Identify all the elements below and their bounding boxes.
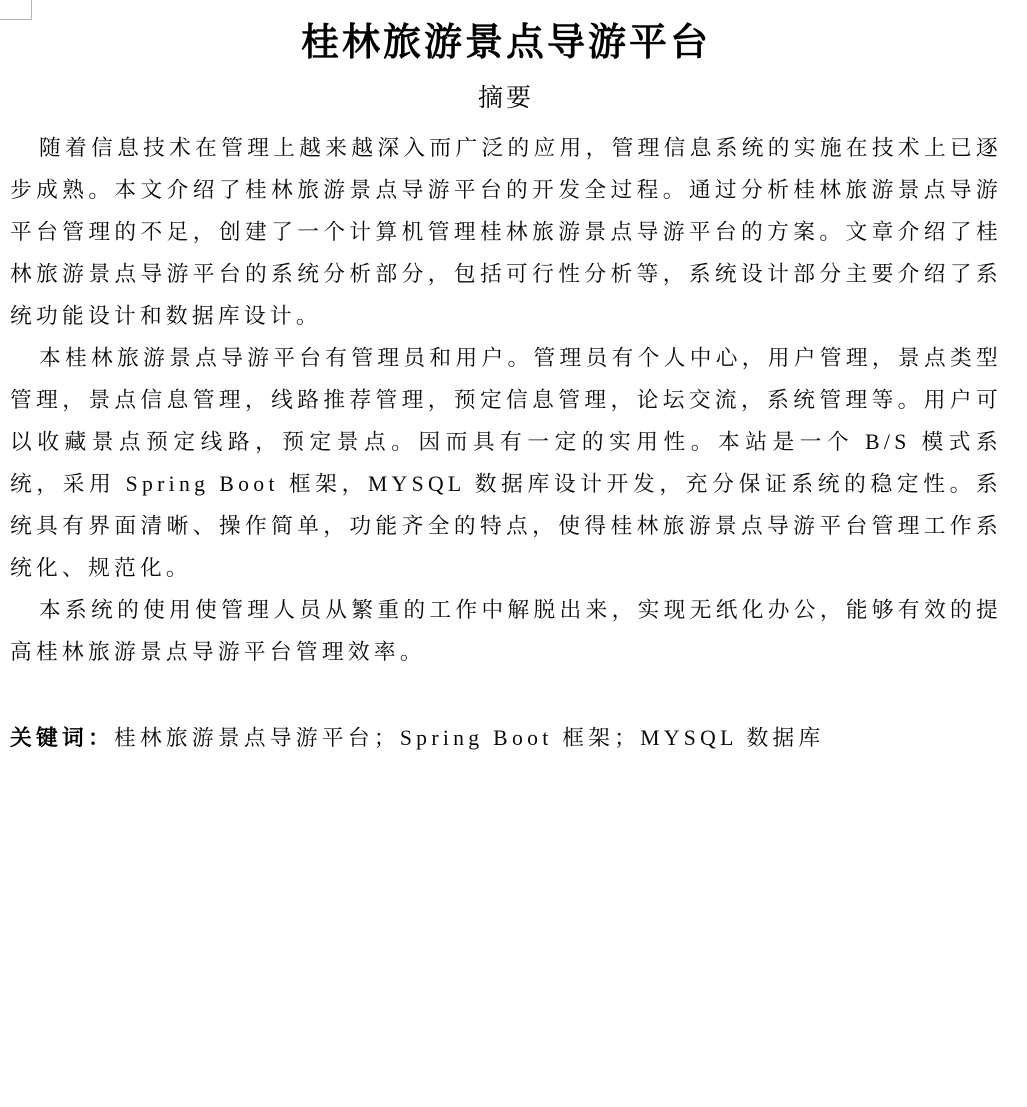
keywords-line xyxy=(10,717,1002,759)
document-title: 桂林旅游景点导游平台 xyxy=(300,22,711,64)
abstract-paragraph-2: 本桂林旅游景点导游平台有管理员和用户。管理员有个人中心，用户管理，景点类型管理，景点信息管理，线路推荐管理，预定信息管理，论坛交流，系统管理等。用户可以收藏景点预定线路，预定景点。因而具有一定的实用性。本站是一个 B/S 模式系统，采用 Spring Boot 框架，MYSQL 数据库设计开发，充分保证系统的稳定性。系统具有界面清晰、操作简单，功能齐全的特点，使得桂林旅游景点导游平台管理工作系统化、规范化。 xyxy=(10,346,1002,580)
margin-crop-mark xyxy=(0,0,32,20)
abstract-heading: 摘要 xyxy=(477,84,534,112)
keywords-label: 关键词： xyxy=(10,726,114,750)
abstract-paragraph-3: 本系统的使用使管理人员从繁重的工作中解脱出来，实现无纸化办公，能够有效的提高桂林旅游景点导游平台管理效率。 xyxy=(10,598,1002,664)
abstract-body xyxy=(10,127,1002,673)
keywords-text: 桂林旅游景点导游平台；Spring Boot 框架；MYSQL 数据库 xyxy=(113,726,825,750)
abstract-paragraph-1: 随着信息技术在管理上越来越深入而广泛的应用，管理信息系统的实施在技术上已逐步成熟。本文介绍了桂林旅游景点导游平台的开发全过程。通过分析桂林旅游景点导游平台管理的不足，创建了一个计算机管理桂林旅游景点导游平台的方案。文章介绍了桂林旅游景点导游平台的系统分析部分，包括可行性分析等，系统设计部分主要介绍了系统功能设计和数据库设计。 xyxy=(10,136,1002,328)
